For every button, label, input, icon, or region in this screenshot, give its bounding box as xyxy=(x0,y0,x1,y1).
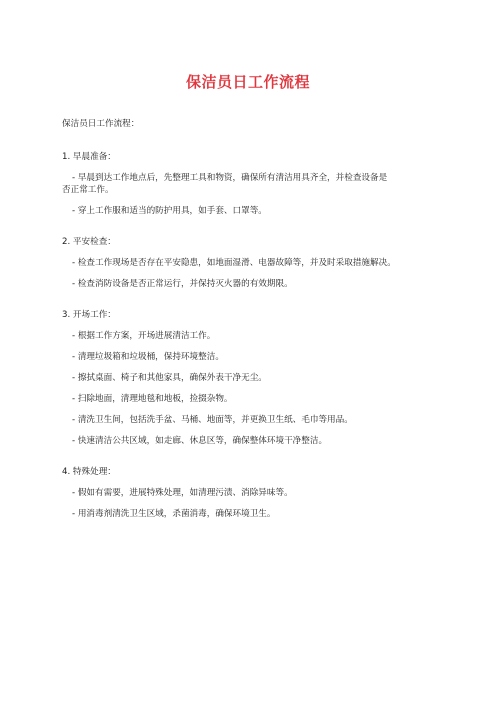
list-item: - 用消毒剂清洗卫生区域，杀菌消毒，确保环境卫生。 xyxy=(72,509,276,519)
section-heading: 3. 开场工作： xyxy=(62,310,116,320)
list-item: - 扫除地面，清理地毯和地板，捡掇杂物。 xyxy=(72,394,233,404)
section-start-work xyxy=(62,309,454,447)
intro-paragraph: 保洁员日工作流程： xyxy=(62,119,140,129)
section-heading: 2. 平安检查： xyxy=(62,237,116,247)
section-safety-check xyxy=(62,236,454,290)
section-heading: 4. 特殊处理： xyxy=(62,467,116,477)
list-item: - 假如有需要，进展特殊处理，如清理污渍、消除异味等。 xyxy=(72,488,293,498)
list-item: - 快速清洁公共区域，如走廊、休息区等，确保整体环境干净整洁。 xyxy=(72,436,328,446)
list-item: - 穿上工作服和适当的防护用具，如手套、口罩等。 xyxy=(72,206,267,216)
document-body xyxy=(62,118,454,539)
list-item: - 擦拭桌面、椅子和其他家具，确保外表干净无尘。 xyxy=(72,373,267,383)
document-title: 保洁员日工作流程 xyxy=(185,73,310,91)
list-item-line: 否正常工作。 xyxy=(62,185,114,195)
list-item: - 检查消防设备是否正常运行，并保持灭火器的有效期限。 xyxy=(72,279,293,289)
section-special-handling xyxy=(62,466,454,520)
list-item xyxy=(62,172,454,196)
list-item: - 根据工作方案，开场进展清洁工作。 xyxy=(72,331,216,341)
list-item: - 清理垃圾箱和垃圾桶，保持环境整洁。 xyxy=(72,352,224,362)
section-heading: 1. 早晨准备： xyxy=(62,152,116,162)
list-item: - 清洗卫生间，包括洗手盆、马桶、地面等，并更换卫生纸、毛巾等用品。 xyxy=(72,415,353,425)
list-item: - 检查工作现场是否存在平安隐患，如地面湿滑、电器故障等，并及时采取措施解决。 xyxy=(72,258,396,268)
list-item-line: - 早晨到达工作地点后，先整理工具和物资，确保所有清洁用具齐全，并检查设备是 xyxy=(72,173,388,183)
section-morning-preparation xyxy=(62,151,454,217)
